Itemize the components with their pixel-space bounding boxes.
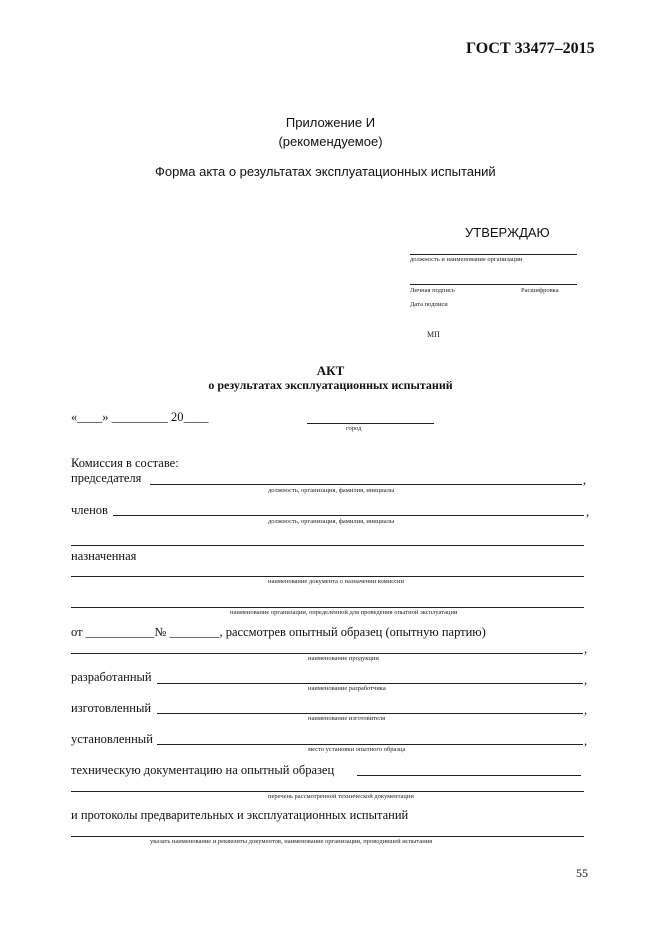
manufactured-label: изготовленный	[71, 701, 152, 715]
protocols-label: и протоколы предварительных и эксплуатационных испытаний	[71, 808, 409, 822]
techdoc-label: техническую документацию на опытный образец	[71, 763, 335, 777]
approve-decoding-caption: Расшифровка	[521, 287, 559, 294]
from-line[interactable]: от ___________№ ________, рассмотрев опытный образец (опытную партию)	[71, 625, 486, 639]
standard-number: ГОСТ 33477–2015	[466, 40, 595, 57]
commission-label: Комиссия в составе:	[71, 456, 179, 470]
appendix-title: Приложение И	[285, 115, 376, 130]
members-comma: ,	[586, 505, 590, 519]
chairman-line[interactable]	[150, 484, 582, 485]
org-line[interactable]	[71, 607, 584, 608]
chairman-label: председателя	[71, 471, 142, 485]
developer-comma: ,	[584, 673, 588, 687]
appointed-caption: наименование документа о назначении комиссии	[268, 578, 404, 585]
approve-signature-line[interactable]	[410, 284, 577, 285]
developer-caption: наименование разработчика	[308, 685, 386, 692]
installed-caption: место установки опытного образца	[308, 746, 406, 753]
developer-line[interactable]	[157, 683, 583, 684]
page-number: 55	[576, 866, 588, 880]
manufacturer-caption: наименование изготовителя	[308, 715, 386, 722]
installed-label: установленный	[71, 732, 153, 746]
techdoc-line-2[interactable]	[71, 791, 584, 792]
appointed-line[interactable]	[71, 576, 584, 577]
act-date-line[interactable]: «____» _________ 20____	[71, 410, 209, 424]
techdoc-line-1[interactable]	[357, 775, 581, 776]
product-caption: наименование продукции	[308, 655, 379, 662]
installed-line[interactable]	[157, 744, 583, 745]
approve-title: УТВЕРЖДАЮ	[465, 225, 550, 240]
approve-position-caption: должность и наименование организации	[410, 256, 523, 263]
stamp-label: МП	[427, 330, 440, 339]
chairman-caption: должность, организация, фамилия, инициалы	[268, 487, 395, 494]
city-caption: город	[346, 425, 362, 432]
chairman-comma: ,	[583, 473, 587, 487]
product-comma: ,	[584, 642, 588, 656]
members-extra-line[interactable]	[71, 545, 584, 546]
act-subtitle: о результатах эксплуатационных испытаний	[208, 378, 453, 392]
product-line[interactable]	[71, 653, 583, 654]
appendix-subtitle: (рекомендуемое)	[278, 134, 383, 149]
developed-label: разработанный	[71, 670, 152, 684]
protocols-line[interactable]	[71, 836, 584, 837]
act-title: АКТ	[316, 363, 345, 378]
approve-signature-caption: Личная подпись	[410, 287, 455, 294]
manufacturer-comma: ,	[584, 703, 588, 717]
manufacturer-line[interactable]	[157, 713, 583, 714]
members-caption: должность, организация, фамилия, инициалы	[268, 518, 395, 525]
members-label: членов	[71, 503, 108, 517]
city-line[interactable]	[307, 423, 434, 424]
form-title: Форма акта о результатах эксплуатационных испытаний	[155, 164, 496, 179]
members-line[interactable]	[113, 515, 584, 516]
org-caption: наименование организации, определенной для проведения опытной эксплуатации	[230, 609, 458, 616]
protocols-caption: указать наименование и реквизиты документов, наименование организации, проводившей испытания	[150, 838, 433, 845]
approve-position-line[interactable]	[410, 254, 577, 255]
installed-comma: ,	[584, 734, 588, 748]
approve-date-caption: Дата подписи	[410, 301, 448, 308]
techdoc-caption: перечень рассмотренной технической документации	[268, 793, 414, 800]
appointed-label: назначенная	[71, 549, 137, 563]
